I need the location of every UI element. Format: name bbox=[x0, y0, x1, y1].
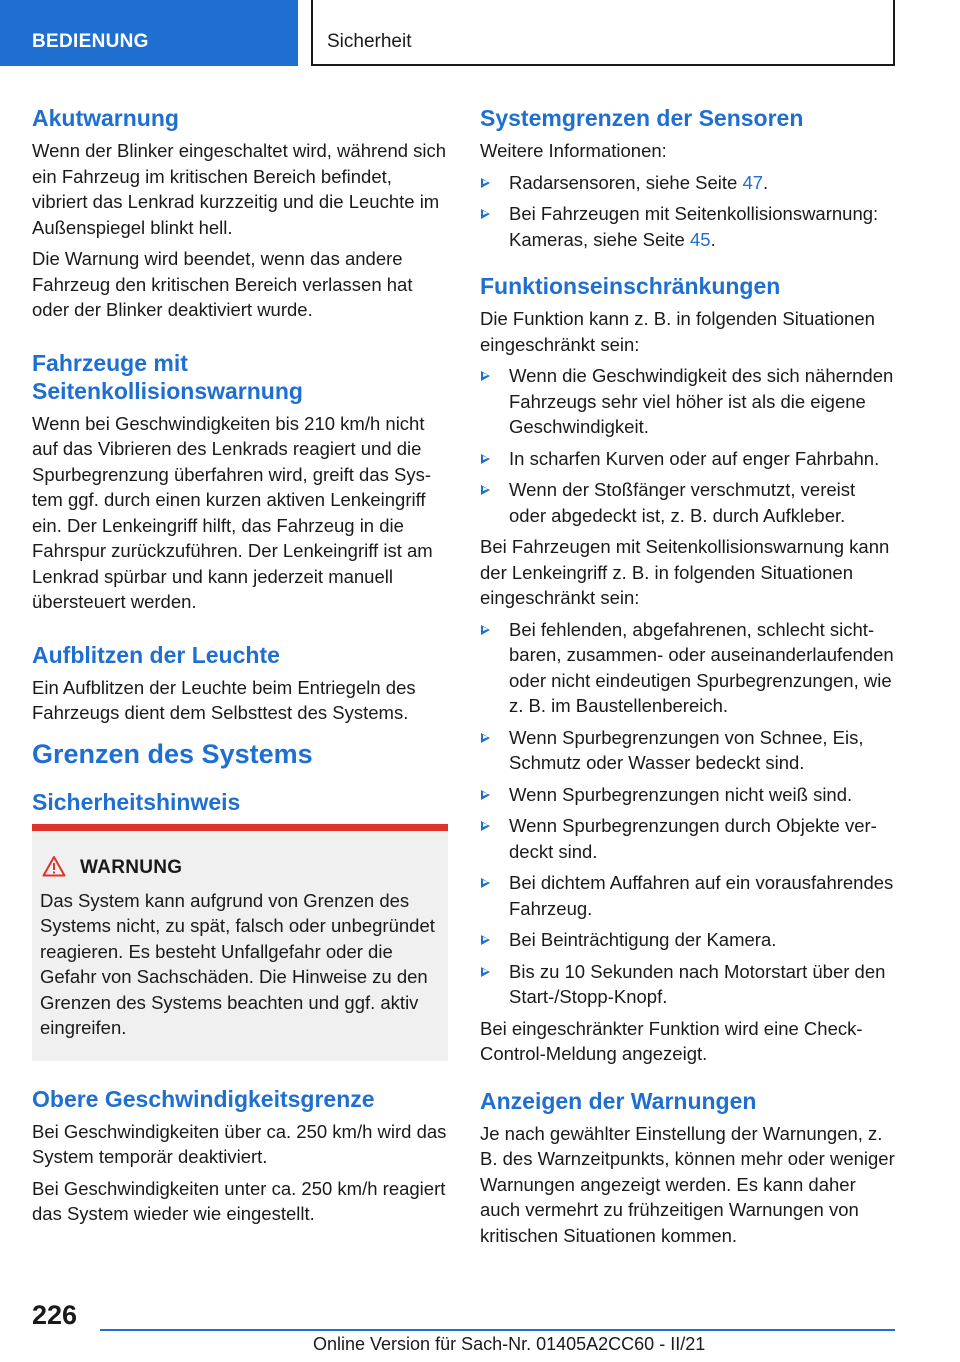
list-item: Wenn Spurbegrenzungen nicht weiß sind. bbox=[480, 782, 896, 808]
paragraph: Ein Aufblitzen der Leuchte beim Entriegeln des Fahrzeugs dient dem Selbsttest des Systems. bbox=[32, 676, 416, 723]
heading-sicherheitshinweis: Sicherheitshinweis bbox=[32, 788, 241, 815]
section-label: BEDIENUNG bbox=[32, 31, 149, 52]
bullet-triangle-icon bbox=[481, 485, 490, 495]
bullet-triangle-icon bbox=[481, 935, 490, 945]
list-item: Bei Fahrzeugen mit Seitenkollisionswarnung: Kameras, siehe Seite 45. bbox=[480, 201, 896, 252]
list-item: Wenn die Geschwindigkeit des sich nähernden Fahrzeugs sehr viel höher ist als die eigene Geschwindigkeit. bbox=[480, 363, 896, 440]
list-item: Wenn Spurbegrenzungen von Schnee, Eis, Schmutz oder Wasser bedeckt sind. bbox=[480, 725, 896, 776]
warning-box bbox=[32, 824, 448, 1061]
footer-divider bbox=[100, 1329, 895, 1331]
restriction-list bbox=[480, 363, 896, 528]
online-version-note: Online Version für Sach-Nr. 01405A2CC60 - II/21 bbox=[313, 1334, 706, 1354]
steering-restriction-list bbox=[480, 617, 896, 1010]
left-column bbox=[32, 100, 448, 1233]
paragraph: Weitere Informationen: bbox=[480, 140, 667, 161]
warning-header bbox=[40, 855, 440, 882]
heading-aufblitzen: Aufblitzen der Leuchte bbox=[32, 641, 280, 668]
paragraph: Die Funktion kann z. B. in folgenden Situationen eingeschränkt sein: bbox=[480, 308, 875, 355]
paragraph: Je nach gewählter Einstellung der Warnungen, z. B. des Warnzeitpunkts, können mehr oder weniger Warnungen angezeigt werden. Es kann daher auch vermehrt zu frühzeitigen Warnungen von kritischen Situationen kommen. bbox=[480, 1122, 895, 1246]
bullet-triangle-icon bbox=[481, 371, 490, 381]
paragraph: Bei Geschwindigkeiten über ca. 250 km/h wird das System temporär deaktiviert. bbox=[32, 1120, 447, 1167]
list-item: Bis zu 10 Sekunden nach Motorstart über den Start-/Stopp-Knopf. bbox=[480, 959, 896, 1010]
paragraph: Die Warnung wird beendet, wenn das andere Fahrzeug den kritischen Bereich verlassen hat oder der Blinker deaktiviert wurde. bbox=[32, 248, 413, 320]
heading-grenzen-des-systems: Grenzen des Systems bbox=[32, 738, 313, 769]
warning-triangle-icon bbox=[42, 855, 66, 882]
bullet-triangle-icon bbox=[481, 625, 490, 635]
list-item: Bei fehlenden, abgefahrenen, schlecht sichtbaren, zusammen- oder auseinanderlaufenden oder nicht eindeutigen Spurbegrenzungen, wie z. B. im Baustellenbereich. bbox=[480, 617, 896, 719]
paragraph: Wenn bei Geschwindigkeiten bis 210 km/h nicht auf das Vibrieren des Lenkrads reagiert und die Spurbegrenzung überfahren wird, greift das System ggf. durch einen kurzen aktiven Lenkeingriff ein. Der Lenkeingriff hilft, das Fahrzeug in die Fahrspur zurückzuführen. Der Lenkeingriff ist am Lenkrad spürbar und kann jederzeit manuell übersteuert werden. bbox=[32, 412, 433, 612]
paragraph: Bei Fahrzeugen mit Seitenkollisionswarnung kann der Lenkeingriff z. B. in folgenden Situationen eingeschränkt sein: bbox=[480, 536, 890, 608]
warning-label: WARNUNG bbox=[80, 857, 183, 878]
list-item: Wenn der Stoßfänger verschmutzt, vereist oder abgedeckt ist, z. B. durch Aufkleber. bbox=[480, 477, 896, 528]
chapter-title-box bbox=[311, 0, 895, 66]
heading-systemgrenzen-sensoren: Systemgrenzen der Sensoren bbox=[480, 105, 804, 131]
list-item: Wenn Spurbegrenzungen durch Objekte verdeckt sind. bbox=[480, 813, 896, 864]
chapter-title: Sicherheit bbox=[327, 31, 412, 52]
section-tab bbox=[0, 0, 298, 66]
warning-text: Das System kann aufgrund von Grenzen des Systems nicht, zu spät, falsch oder unbegründet reagieren. Es besteht Unfallgefahr oder die Gefahr von Sachschäden. Die Hinweise zu den Grenzen des Systems beachten und ggf. aktiv eingreifen. bbox=[40, 889, 435, 1038]
heading-anzeigen-warnungen: Anzeigen der Warnungen bbox=[480, 1087, 757, 1114]
heading-funktionseinschraenkungen: Funktionseinschränkungen bbox=[480, 273, 781, 299]
list-item: In scharfen Kurven oder auf enger Fahrbahn. bbox=[480, 446, 896, 472]
bullet-triangle-icon bbox=[481, 967, 490, 977]
bullet-triangle-icon bbox=[481, 878, 490, 888]
bullet-triangle-icon bbox=[481, 209, 490, 219]
page-number: 226 bbox=[32, 1300, 78, 1330]
page-ref-link[interactable]: 45 bbox=[689, 228, 711, 250]
bullet-triangle-icon bbox=[481, 790, 490, 800]
sensor-list bbox=[480, 170, 896, 253]
list-item: Bei Beinträchtigung der Kamera. bbox=[480, 927, 896, 953]
bullet-triangle-icon bbox=[481, 733, 490, 743]
right-column bbox=[480, 100, 896, 1254]
list-item: Radarsensoren, siehe Seite 47. bbox=[480, 170, 896, 196]
page-ref-link[interactable]: 47 bbox=[742, 171, 764, 193]
list-item: Bei dichtem Auffahren auf ein vorausfahrendes Fahrzeug. bbox=[480, 870, 896, 921]
bullet-triangle-icon bbox=[481, 454, 490, 464]
heading-akutwarnung: Akutwarnung bbox=[32, 105, 179, 131]
bullet-triangle-icon bbox=[481, 178, 490, 188]
page-header bbox=[0, 0, 960, 66]
paragraph: Bei eingeschränkter Funktion wird eine Check-Control-Meldung angezeigt. bbox=[480, 1017, 863, 1064]
heading-fahrzeuge-seitenkollision: Fahrzeuge mit Seitenkollisionswarnung bbox=[32, 349, 303, 404]
bullet-triangle-icon bbox=[481, 821, 490, 831]
paragraph: Wenn der Blinker eingeschaltet wird, während sich ein Fahrzeug im kritischen Bereich befindet, vibriert das Lenkrad kurzzeitig und die Leuchte im Außenspiegel blinkt hell. bbox=[32, 140, 447, 238]
heading-obere-geschwindigkeitsgrenze: Obere Geschwindigkeitsgrenze bbox=[32, 1085, 375, 1112]
paragraph: Bei Geschwindigkeiten unter ca. 250 km/h reagiert das System wieder wie eingestellt. bbox=[32, 1177, 446, 1224]
